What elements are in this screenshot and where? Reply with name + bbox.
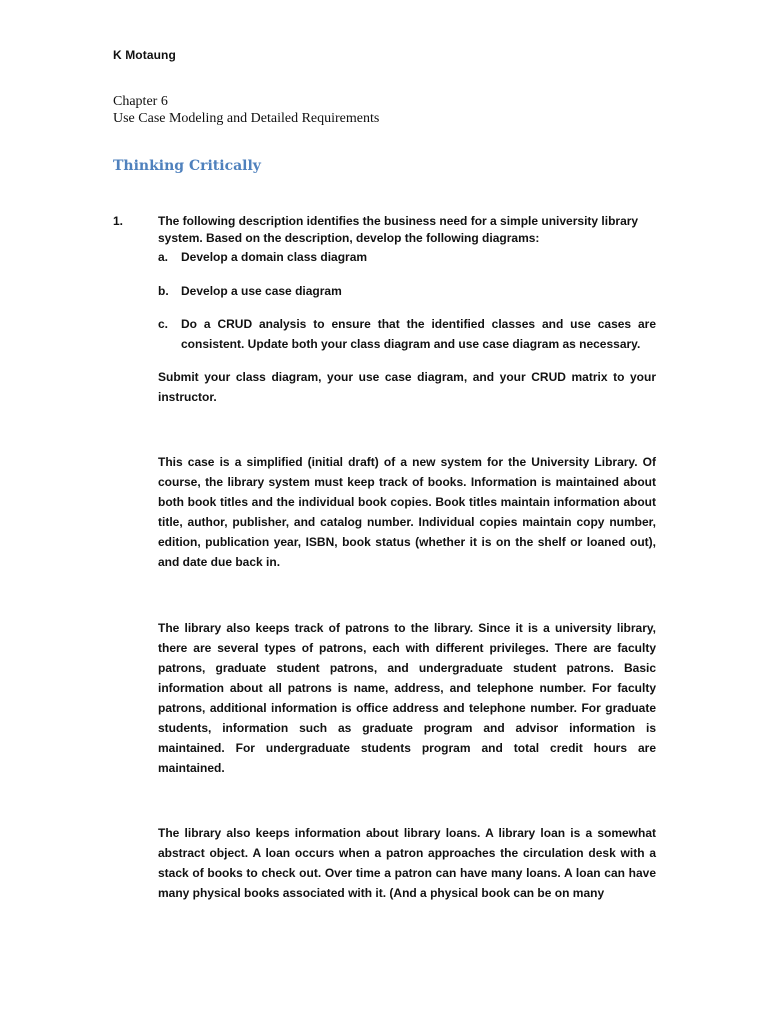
chapter-number: Chapter 6 — [113, 94, 168, 109]
case-paragraph-patrons: The library also keeps track of patrons to the library. Since it is a university library, there are several types of patrons, each with different privileges. There are faculty patrons, graduate student patrons, and undergraduate student patrons. Basic information about all patrons is name, address, and telephone number. For faculty patrons, additional information is office address and telephone number. For graduate students, information such as graduate program and advisor information is maintained. For undergraduate students program and total credit hours are maintained. — [158, 621, 656, 775]
item-text: Do a CRUD analysis to ensure that the identified classes and use cases are consistent. Update both your class diagram and use case diagram as necessary. — [181, 317, 656, 351]
question-item-c — [158, 314, 656, 354]
case-paragraph-books: This case is a simplified (initial draft) of a new system for the University Library. Of course, the library system must keep track of books. Information is maintained about both book titles and the individual book copies. Book titles maintain information about title, author, publisher, and catalog number. Individual copies maintain copy number, edition, publication year, ISBN, book status (whether it is on the shelf or loaned out), and date due back in. — [158, 455, 656, 569]
question-item-a — [158, 247, 656, 267]
submit-instructions: Submit your class diagram, your use case diagram, and your CRUD matrix to your instructor. — [158, 370, 656, 404]
question-number: 1. — [113, 214, 124, 228]
item-letter: c. — [158, 317, 169, 331]
chapter-heading — [113, 93, 379, 127]
question-intro: The following description identifies the business need for a simple university library system. Based on the description, develop the following diagrams: — [158, 214, 639, 245]
item-letter: b. — [158, 284, 169, 298]
item-text: Develop a domain class diagram — [181, 250, 368, 264]
item-letter: a. — [158, 250, 169, 264]
item-text: Develop a use case diagram — [181, 284, 342, 298]
chapter-title: Use Case Modeling and Detailed Requirements — [113, 111, 380, 126]
author-name: K Motaung — [113, 48, 176, 62]
question-item-b — [158, 281, 656, 301]
section-heading: Thinking Critically — [113, 158, 261, 174]
case-paragraph-loans: The library also keeps information about library loans. A library loan is a somewhat abstract object. A loan occurs when a patron approaches the circulation desk with a stack of books to check out. Over time a patron can have many loans. A loan can have many physical books associated with it. (And a physical book can be on many — [158, 826, 656, 900]
